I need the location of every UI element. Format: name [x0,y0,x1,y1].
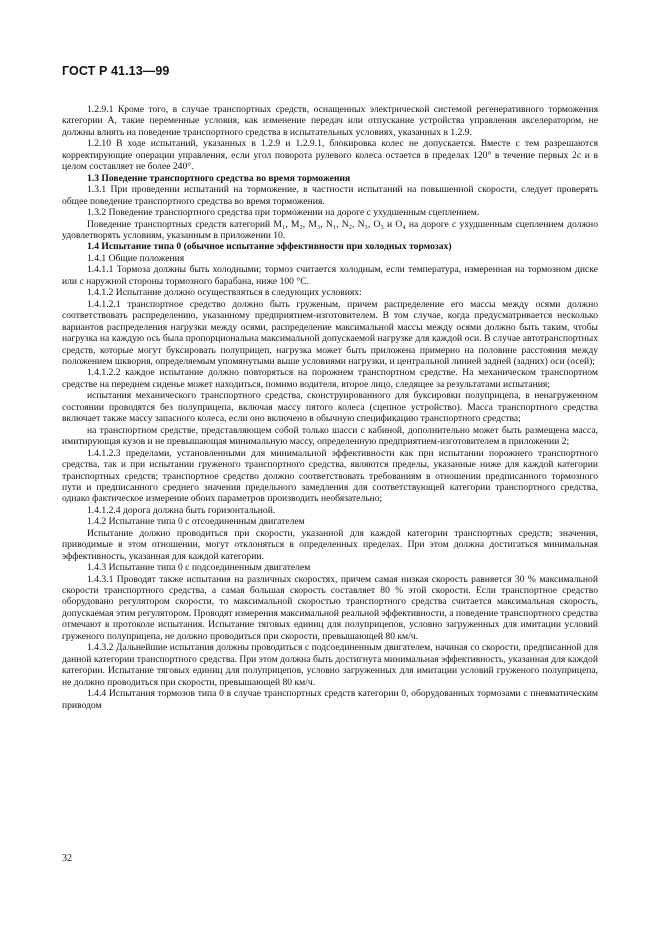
paragraph-1-4-1-2: 1.4.1.2 Испытание должно осуществляться в следующих условиях: [87,287,362,299]
paragraph-1-2-9-1: 1.2.9.1 Кроме того, в случае транспортных средств, оснащенных электрической системой регенеративного торможения категории A, такие переменные условия, как изменение передач или отпускание устройства управления акселератором, не должны влиять на поведение транспортного средства в испытательных условиях, указанных в 1.2.9. [62,104,598,138]
paragraph-1-4-2-text: Испытание должно проводиться при скорости, указанной для каждой категории транспортных средств; значения, приводимые в этом отношении, могут отклоняться в определенных пределах. При этом должна достигаться минимальная эффективность, указанная для каждой категории. [62,527,598,562]
paragraph-1-4-1-2-1: 1.4.1.2.1 транспортное средство должно быть груженым, причем распределение его массы между осями должно соответствовать распределению, указанному предприятием-изготовителем. В том случае, когда предусматривается несколько вариантов распределения нагрузки между осями, распределение максимальной массы между осями должно быть таким, чтобы нагрузка на каждую ось была пропорциональна максимальной допускаемой нагрузке для каждой оси. В случае автотранспортных средств, которые могут буксировать полуприцеп, нагрузка может быть приложена примерно на половине расстояния между положением шкворня, определяемым упомянутыми выше условиями нагрузки, и центральной линией задней (задних) оси (осей); [62,298,598,367]
paragraph-1-4-1: 1.4.1 Общие положения [87,252,185,264]
paragraph-1-3-2: 1.3.2 Поведение транспортного средства при торможении на дороге с ухудшенным сцеплением. [87,207,480,219]
paragraph-1-4-2: 1.4.2 Испытание типа 0 с отсоединенным двигателем [87,516,305,528]
paragraph-1-4-1-2-3: 1.4.1.2.3 пределами, установленными для минимальной эффективности как при испытании порожнего транспортного средства, так и при испытании груженого транспортного средства, являются пределы, указанные ниже для каждой категории транспортных средств; транспортное средство должно соответствовать требованиям в отношении предписанного тормозного пути и предписанного среднего значения предельного замедления для соответствующей категории транспортного средства, однако фактическое измерение обоих параметров производить необязательно; [62,447,598,505]
paragraph-1-4-3-1: 1.4.3.1 Проводят также испытания на различных скоростях, причем самая низкая скорость равняется 30 % максимальной скорости транспортного средства, а самая большая скорость составляет 80 % этой скорости. Если транспортное средство оборудовано регулятором скорости, то максимальной скоростью транспортного средства считается максимальная скорость, допускаемая этим регулятором. Проводят измерения максимальной реальной эффективности, а поведение транспортного средства отмечают в протоколе испытания. Испытание тяговых единиц для полуприцепов, условно загруженных для имитации условий груженого полуприцепа, не должно проводиться при скорости, превышающей 80 км/ч. [62,573,598,642]
paragraph-1-4-1-1: 1.4.1.1 Тормоза должны быть холодными; тормоз считается холодным, если температура, измеренная на тормозном диске или с наружной стороны тормозного барабана, ниже 100 °С. [62,264,598,287]
section-heading-1-3: 1.3 Поведение транспортного средства во время торможения [87,172,351,184]
paragraph-1-2-10: 1.2.10 В ходе испытаний, указанных в 1.2.9 и 1.2.9.1, блокировка колес не допускается. Вместе с тем разрешаются корректирующие операции управления, если угол поворота рулевого колеса остается в пределах 120° в течение первых 2с и в целом составляет не более 240°. [62,138,598,173]
paragraph-chassis-cab: на транспортном средстве, представляющем собой только шасси с кабиной, дополнительно может быть размещена масса, имитирующая кузов и не превышающая минимальную массу, определенную предприятием-изготовителем в приложении 2; [62,424,598,448]
paragraph-1-4-3-2: 1.4.3.2 Дальнейшие испытания должны проводиться с подсоединенным двигателем, начиная со скорости, предписанной для данной категории транспортного средства. При этом должна быть достигнута минимальная эффективность, указанная для каждой категории. Испытание тяговых единиц для полуприцепов, условно загруженных для имитации условий груженого полуприцепа, не должно проводиться при скорости, превышающей 80 км/ч. [62,642,598,688]
paragraph-1-4-1-2-2: 1.4.1.2.2 каждое испытание должно повторяться на порожнем транспортном средстве. На механическом транспортном средстве на переднем сиденье может находиться, помимо водителя, второе лицо, следящее за результатами испытания; [62,367,598,390]
paragraph-tractor-test: испытания механического транспортного средства, сконструированного для буксировки полуприцепа, в ненагруженном состоянии проводятся без полуприцепа, включая массу пятого колеса (сцепное устройство). Масса транспортного средства включает также массу запасного колеса, если оно включено в обычную спецификацию транспортного средства; [62,390,598,425]
paragraph-1-4-3: 1.4.3 Испытание типа 0 с подсоединенным двигателем [87,562,311,574]
document-body [62,104,598,711]
document-header: ГОСТ Р 41.13—99 [62,64,170,78]
paragraph-vehicle-categories: Поведение транспортных средств категорий M₁, M₂, M₃, N₁, N₂, N₃, O₃ и O₄ на дороге с ухудшенным сцеплением должно удовлетворять условиям, указанным в приложении 10. [62,218,598,241]
paragraph-1-4-1-2-4: 1.4.1.2.4 дорога должна быть горизонтальной. [87,504,276,516]
section-heading-1-4: 1.4 Испытание типа 0 (обычное испытание эффективности при холодных тормозах) [87,241,452,253]
page-number: 32 [62,853,72,864]
paragraph-1-3-1: 1.3.1 При проведении испытаний на торможение, в частности испытаний на повышенной скорости, следует проверять общее поведение транспортного средства во время торможения. [62,184,598,207]
paragraph-1-4-4: 1.4.4 Испытания тормозов типа 0 в случае транспортных средств категории 0, оборудованных тормозами с пневматическим приводом [62,688,598,711]
